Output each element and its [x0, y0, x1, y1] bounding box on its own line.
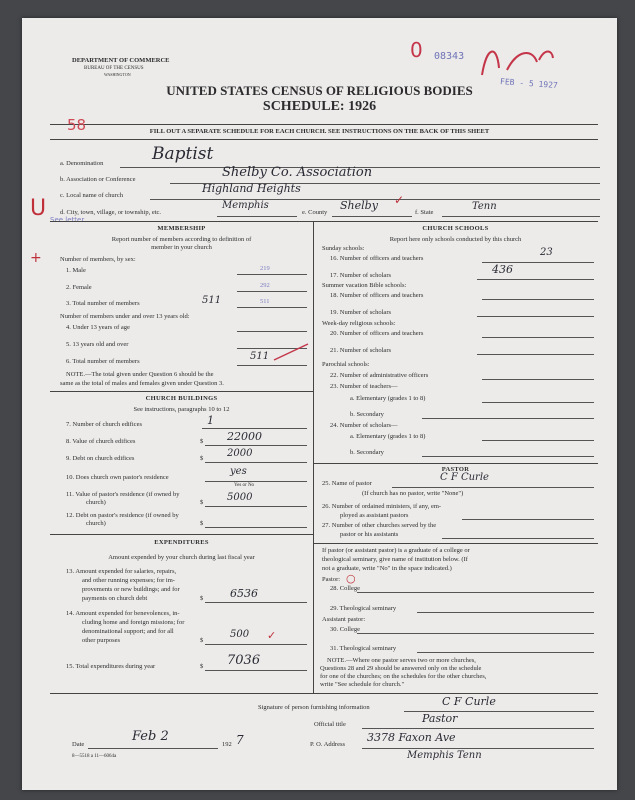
date-value: Feb 2	[132, 729, 169, 744]
q26-label-a: 26. Number of ordained ministers, if any, em-	[322, 503, 442, 510]
red-pencil-scribble	[477, 40, 557, 80]
pastor-label: Pastor:	[322, 576, 341, 583]
city-town-label: d. City, town, village, or township, etc.	[60, 209, 162, 216]
receipt-date-stamp: FEB - 5 1927	[499, 76, 559, 91]
q28-label: 28. College	[330, 585, 360, 592]
pastor-note4: write "See schedule for church."	[320, 681, 405, 688]
q6-value: 511	[250, 351, 270, 362]
q24b-label: b. Secondary	[350, 449, 384, 456]
year-prefix: 192	[222, 741, 232, 748]
county-value: Shelby	[340, 199, 378, 212]
red-check-q14: ✓	[267, 629, 277, 642]
q14-dollar: $	[200, 637, 204, 644]
q24a-label: a. Elementary (grades 1 to 8)	[350, 433, 426, 440]
instruction-line: FILL OUT A SEPARATE SCHEDULE FOR EACH CHURCH. SEE INSTRUCTIONS ON THE BACK OF THIS SHEET	[149, 128, 490, 135]
official-title-label: Official title	[314, 721, 346, 728]
q8-label: 8. Value of church edifices	[66, 438, 136, 445]
schedule-title: SCHEDULE: 1926	[262, 99, 377, 114]
city-town-value: Memphis	[222, 200, 269, 211]
q12-label-a: 12. Debt on pastor's residence (if owned by	[66, 512, 179, 519]
sunday-schools-label: Sunday schools:	[322, 245, 365, 252]
state-value: Tenn	[472, 201, 497, 212]
q11-label-a: 11. Value of pastor's residence (if owned by	[66, 491, 180, 498]
q11-label-b: church)	[86, 499, 106, 506]
signature-value: C F Curle	[442, 695, 496, 708]
q31-label: 31. Theological seminary	[330, 645, 397, 652]
q10-label: 10. Does church own pastor's residence	[66, 474, 169, 481]
q2-label: 2. Female	[66, 284, 92, 291]
q14-label-c: denominational support; and for all	[82, 628, 174, 635]
q7-value: 1	[207, 414, 214, 427]
q3-label: 3. Total number of members	[66, 300, 140, 307]
q25-value: C F Curle	[440, 472, 489, 483]
q11-value: 5000	[227, 492, 253, 503]
buildings-title: CHURCH BUILDINGS	[145, 395, 218, 402]
q27-label-b: pastor or his assistants	[340, 531, 399, 538]
q25-note: (If church has no pastor, write "None")	[362, 490, 464, 497]
q23-label: 23. Number of teachers—	[330, 383, 398, 390]
state-label: f. State	[415, 209, 434, 216]
q13-label-b: and other running expenses; for im-	[82, 577, 175, 584]
q4-label: 4. Under 13 years of age	[66, 324, 130, 331]
county-label: e. County	[302, 209, 328, 216]
red-checkmark: ✓	[394, 193, 405, 207]
pastor-note2: Questions 28 and 29 should be answered only on the schedule	[320, 665, 482, 672]
membership-sub1: Report number of members according to definition of	[111, 236, 252, 243]
denomination-value: Baptist	[152, 144, 214, 164]
local-name-value: Highland Heights	[202, 182, 301, 195]
q17-label: 17. Number of scholars	[330, 272, 392, 279]
q14-label-a: 14. Amount expended for benevolences, in-	[66, 610, 180, 617]
q16-value: 23	[540, 247, 553, 258]
city-label: WASHINGTON	[104, 72, 131, 77]
q8-dollar: $	[200, 438, 204, 445]
q5-label: 5. 13 years old and over	[66, 341, 129, 348]
q21-label: 21. Number of scholars	[330, 347, 392, 354]
expenditures-sub: Amount expended by your church during last fiscal year	[108, 554, 255, 561]
year-value: 7	[236, 733, 244, 747]
q9-value: 2000	[227, 448, 253, 459]
under-over-label: Number of members under and over 13 years old:	[60, 313, 190, 320]
graduate-note3: not a graduate, write "No" in the space indicated.)	[322, 565, 452, 572]
q19-label: 19. Number of scholars	[330, 309, 392, 316]
q3-value: 511	[202, 295, 222, 306]
q13-dollar: $	[200, 595, 204, 602]
q20-label: 20. Number of officers and teachers	[330, 330, 424, 337]
signature-label: Signature of person furnishing information	[258, 704, 370, 711]
red-plus-mark: +	[30, 250, 42, 266]
graduate-note1: If pastor (or assistant pastor) is a graduate of a college or	[322, 547, 470, 554]
census-schedule-sheet	[22, 18, 617, 790]
by-sex-label: Number of members, by sex:	[60, 256, 136, 263]
q25-label: 25. Name of pastor	[322, 480, 372, 487]
q12-dollar: $	[200, 520, 204, 527]
q13-label-c: provements or new buildings; and for	[82, 586, 180, 593]
official-title-value: Pastor	[422, 712, 458, 725]
q26-label-b: ployed as assistant pastors	[340, 512, 409, 519]
department-label: DEPARTMENT OF COMMERCE	[72, 57, 170, 64]
q23b-label: b. Secondary	[350, 411, 384, 418]
schools-sub: Report here only schools conducted by this church	[389, 236, 522, 243]
red-pencil-stroke	[272, 340, 312, 362]
red-circle-mark: ○	[346, 572, 356, 585]
red-u-mark: U	[30, 196, 47, 221]
membership-note2: same as the total of males and females given under Question 3.	[60, 380, 224, 387]
q14-label-d: other purposes	[82, 637, 121, 644]
q24-label: 24. Number of scholars—	[330, 422, 398, 429]
q7-label: 7. Number of church edifices	[66, 421, 142, 428]
local-name-label: c. Local name of church	[60, 192, 123, 199]
q13-value: 6536	[230, 587, 258, 600]
q8-value: 22000	[227, 430, 262, 443]
q13-label-a: 13. Amount expended for salaries, repairs,	[66, 568, 177, 575]
q17-value: 436	[492, 263, 513, 276]
weekday-schools-label: Week-day religious schools:	[322, 320, 396, 327]
yes-no-hint: Yes or No	[234, 483, 255, 488]
q2-value: 292	[260, 282, 270, 289]
q13-label-d: payments on church debt	[82, 595, 148, 602]
form-title: UNITED STATES CENSUS OF RELIGIOUS BODIES	[166, 83, 473, 98]
q1-value: 219	[260, 265, 270, 272]
association-value: Shelby Co. Association	[222, 165, 373, 180]
see-letter-note: See letter	[50, 216, 85, 224]
q15-label: 15. Total expenditures during year	[66, 663, 156, 670]
q30-label: 30. College	[330, 626, 360, 633]
form-number: 8—5518 a 11—6064a	[72, 754, 117, 759]
address-label: P. O. Address	[310, 741, 346, 748]
q12-label-b: church)	[86, 520, 106, 527]
q9-label: 9. Debt on church edifices	[66, 455, 135, 462]
q15-dollar: $	[200, 663, 204, 670]
red-number-mark: 0	[410, 38, 423, 62]
q14-label-b: cluding home and foreign missions; for	[82, 619, 185, 626]
denomination-label: a. Denomination	[60, 160, 104, 167]
pastor-note3: for one of the churches; on the schedules for the other churches,	[320, 673, 487, 680]
date-label: Date	[72, 741, 85, 748]
q18-label: 18. Number of officers and teachers	[330, 292, 424, 299]
red-sheet-number: 58	[67, 116, 87, 134]
graduate-note2: theological seminary, give name of institution below. (If	[322, 556, 468, 563]
q16-label: 16. Number of officers and teachers	[330, 255, 424, 262]
summer-schools-label: Summer vacation Bible schools:	[322, 282, 407, 289]
q1-label: 1. Male	[66, 267, 86, 274]
membership-sub2: member in your church	[151, 244, 212, 251]
q22-label: 22. Number of administrative officers	[330, 372, 429, 379]
membership-note1: NOTE.—The total given under Question 6 should be the	[66, 371, 214, 378]
association-label: b. Association or Conference	[60, 176, 136, 183]
expenditures-title: EXPENDITURES	[154, 539, 209, 546]
bureau-label: BUREAU OF THE CENSUS	[84, 66, 144, 71]
schools-title: CHURCH SCHOOLS	[422, 225, 489, 232]
assistant-pastor-label: Assistant pastor:	[322, 616, 366, 623]
parochial-schools-label: Parochial schools:	[322, 361, 370, 368]
q15-value: 7036	[227, 653, 261, 668]
address-line1: 3378 Faxon Ave	[367, 731, 456, 744]
q10-value: yes	[230, 466, 247, 477]
q9-dollar: $	[200, 455, 204, 462]
q27-label-a: 27. Number of other churches served by the	[322, 522, 437, 529]
q11-dollar: $	[200, 499, 204, 506]
q3-stamped-value: 511	[260, 298, 270, 305]
buildings-sub: See instructions, paragraphs 10 to 12	[133, 406, 230, 413]
membership-title: MEMBERSHIP	[157, 225, 206, 232]
q14-value: 500	[230, 629, 250, 640]
address-line2: Memphis Tenn	[407, 750, 482, 761]
pastor-title: PASTOR	[441, 466, 470, 473]
pastor-note1: NOTE.—Where one pastor serves two or more churches,	[327, 657, 476, 664]
q23a-label: a. Elementary (grades 1 to 8)	[350, 395, 426, 402]
receipt-number-stamp: 08343	[434, 51, 465, 62]
q6-label: 6. Total number of members	[66, 358, 140, 365]
q29-label: 29. Theological seminary	[330, 605, 397, 612]
